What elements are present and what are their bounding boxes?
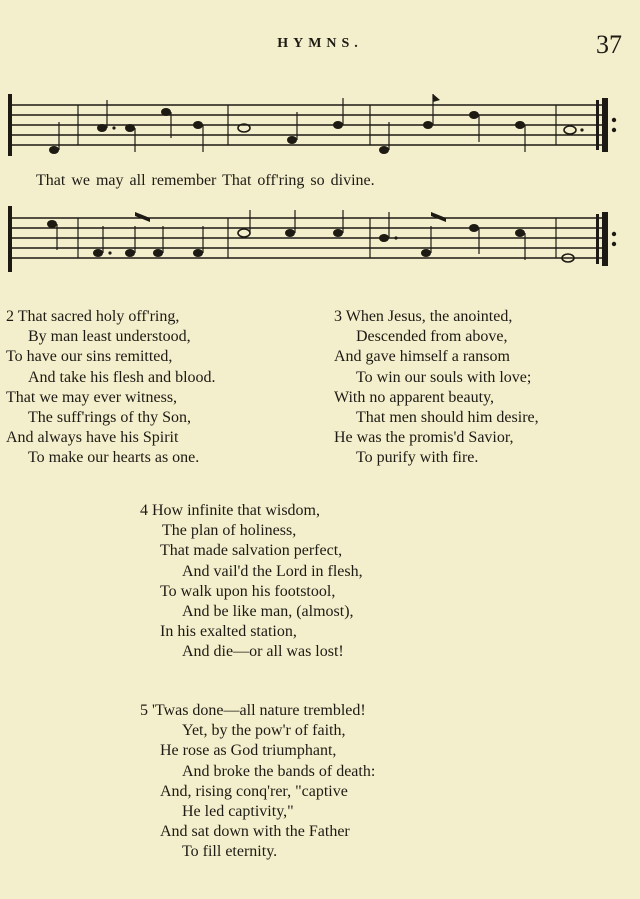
verse-line: And take his flesh and blood. <box>28 368 216 386</box>
verse-line: And broke the bands of death: <box>182 762 376 780</box>
music-lyric-line: That we may all remember That off'ring so divine. <box>36 172 375 189</box>
verse-line: The plan of holiness, <box>162 522 297 540</box>
verse-line: Yet, by the pow'r of faith, <box>182 722 346 740</box>
verse-line: That we may ever witness, <box>6 388 178 406</box>
verse-number: 3 <box>334 308 342 325</box>
verse-line: And vail'd the Lord in flesh, <box>182 562 363 580</box>
verse-line: In his exalted station, <box>160 623 297 641</box>
verse-line: With no apparent beauty, <box>334 388 495 406</box>
verse-line: 5 'Twas done—all nature trembled! <box>140 702 366 719</box>
verse-number: 2 <box>6 308 14 325</box>
verse-line: 3 When Jesus, the anointed, <box>334 308 513 325</box>
verse-line: And be like man, (almost), <box>182 603 354 621</box>
verse-line: To have our sins remitted, <box>6 348 173 366</box>
verse-line: To fill eternity. <box>182 843 278 861</box>
verse-line: That made salvation perfect, <box>160 542 343 560</box>
verse-line: To walk upon his footstool, <box>160 582 336 600</box>
verse-line: To win our souls with love; <box>356 368 532 386</box>
verse-line: And gave himself a ransom <box>334 348 510 366</box>
page-header-title: HYMNS. <box>277 36 363 51</box>
verse-3 <box>334 307 539 469</box>
verse-line: To purify with fire. <box>356 449 479 467</box>
verse-5 <box>140 701 375 863</box>
page-number: 37 <box>596 30 622 59</box>
verse-line: To make our hearts as one. <box>28 449 200 467</box>
verse-number: 4 <box>140 502 148 519</box>
music-staff-top <box>0 90 640 160</box>
verse-line: He was the promis'd Savior, <box>334 429 514 447</box>
verse-line: He rose as God triumphant, <box>160 742 337 760</box>
verse-line: He led captivity," <box>182 803 294 821</box>
verse-2 <box>6 307 216 469</box>
verse-line: 4 How infinite that wisdom, <box>140 502 320 519</box>
verse-line: And, rising conq'rer, "captive <box>160 782 348 800</box>
verse-number: 5 <box>140 702 148 719</box>
verse-4 <box>140 501 363 663</box>
verse-line: 2 That sacred holy off'ring, <box>6 308 180 325</box>
verse-line: That men should him desire, <box>356 409 539 427</box>
verse-line: And sat down with the Father <box>160 823 350 841</box>
verse-line: And always have his Spirit <box>6 429 179 447</box>
verse-line: The suff'rings of thy Son, <box>28 409 192 427</box>
verse-line: By man least understood, <box>28 328 191 346</box>
verse-line: And die—or all was lost! <box>182 643 344 661</box>
verse-line: Descended from above, <box>356 328 508 346</box>
music-staff-bottom <box>0 206 640 276</box>
